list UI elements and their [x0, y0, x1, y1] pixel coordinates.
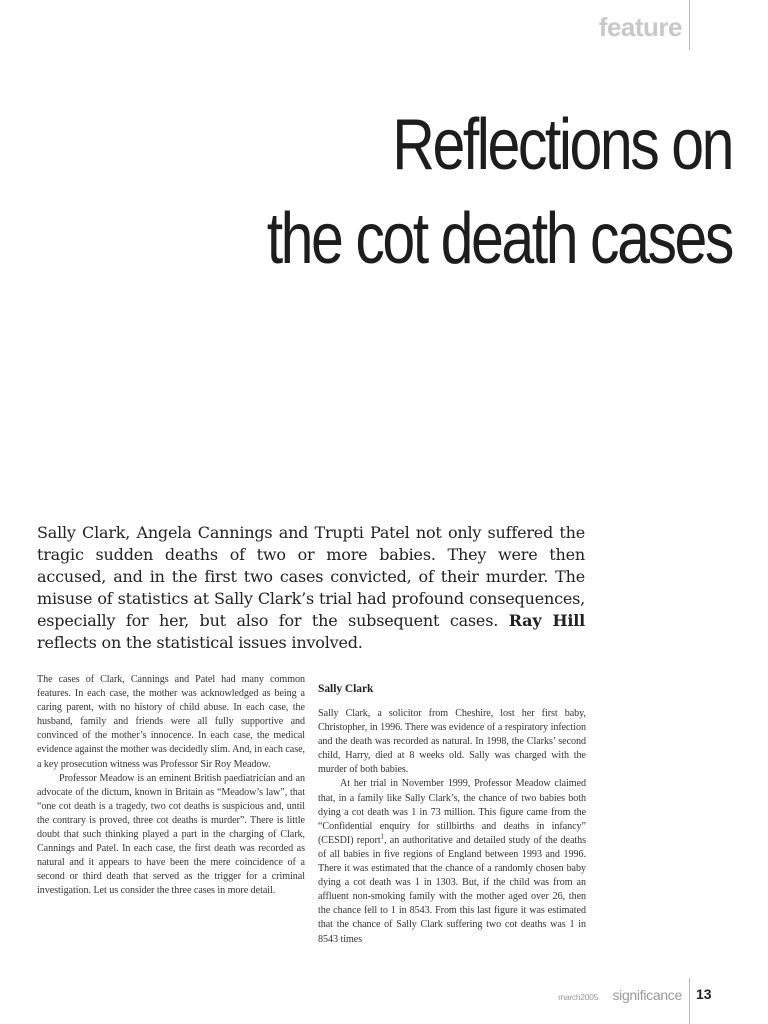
standfirst-text: Sally Clark, Angela Cannings and Trupti Patel not only suffered the tragic sudden deaths of two or more babies. They were then accused, and in the first two cases convicted, of their murder. The misuse of statistics at Sally Clark’s trial had profound consequences, especially for her, but also for the subsequent cases. [37, 523, 585, 630]
article-title [224, 98, 732, 286]
section-label: feature [598, 12, 682, 42]
issue-date: march2005 [558, 992, 598, 1002]
footnote-ref: 1 [380, 832, 385, 841]
title-line-2: the cot death cases [266, 199, 732, 279]
standfirst-text-end: reflects on the statistical issues involved. [37, 633, 363, 652]
standfirst [37, 522, 585, 654]
author-name: Ray Hill [508, 611, 586, 630]
paragraph-text: There it was estimated that the chance of a randomly chosen baby dying a cot death was 1 in 1303. But, if the child was from an affluent non-smoking family with the mother aged over 26, then the chance fell to 1 in 8543. From this last figure it was estimated that the chance of Sally Clark suffering two cot deaths was 1 in 8543 times [318, 863, 586, 945]
paragraph: Professor Meadow is an eminent British paediatrician and an advocate of the dictum, known in Britain as “Meadow’s law”, that “one cot death is a tragedy, two cot deaths is suspicious and, until the contrary is proved, three cot deaths is murder”. There is little doubt that such thinking played a part in the charging of Clark, Cannings and Patel. In each case, the first death was recorded as natural and it appears to have been the mere coincidence of a second or third death that served as the trigger for a criminal investigation. Let us consider the three cases in more detail. [37, 772, 305, 897]
footer-divider [689, 978, 690, 1024]
paragraph-text: , an authoritative and detailed study of the deaths of all babies in five regions of England between 1993 and 1996. [318, 834, 587, 860]
page-number: 13 [696, 986, 712, 1002]
journal-logo: significance [612, 987, 682, 1003]
paragraph [318, 777, 586, 946]
paragraph-text: At her trial in November 1999, Professor Meadow claimed that, in a family like Sally Clark’s, the chance of two babies both dying a cot death was 1 in 73 million. This figure came from the “Confidential enquiry for stillbirths and deaths in infancy” (CESDI) report [318, 778, 586, 846]
paragraph: The cases of Clark, Cannings and Patel had many common features. In each case, the mother was acknowledged as being a caring parent, with no history of child abuse. In each case, the husband, family and friends were all fully supportive and convinced of the mother’s innocence. In each case, the medical evidence against the mother was decidedly slim. And, in each case, a key prosecution witness was Professor Sir Roy Meadow. [37, 674, 305, 770]
section-heading: Sally Clark [318, 683, 374, 695]
title-line-1: Reflections on [392, 105, 732, 185]
header-divider [689, 0, 690, 50]
body-column-left [37, 673, 305, 899]
body-column-right [318, 682, 586, 947]
paragraph: Sally Clark, a solicitor from Cheshire, lost her first baby, Christopher, in 1996. There was evidence of a respiratory infection and the death was recorded as natural. In 1998, the Clarks’ second child, Harry, died at 8 weeks old. Sally was charged with the murder of both babies. [318, 708, 586, 776]
